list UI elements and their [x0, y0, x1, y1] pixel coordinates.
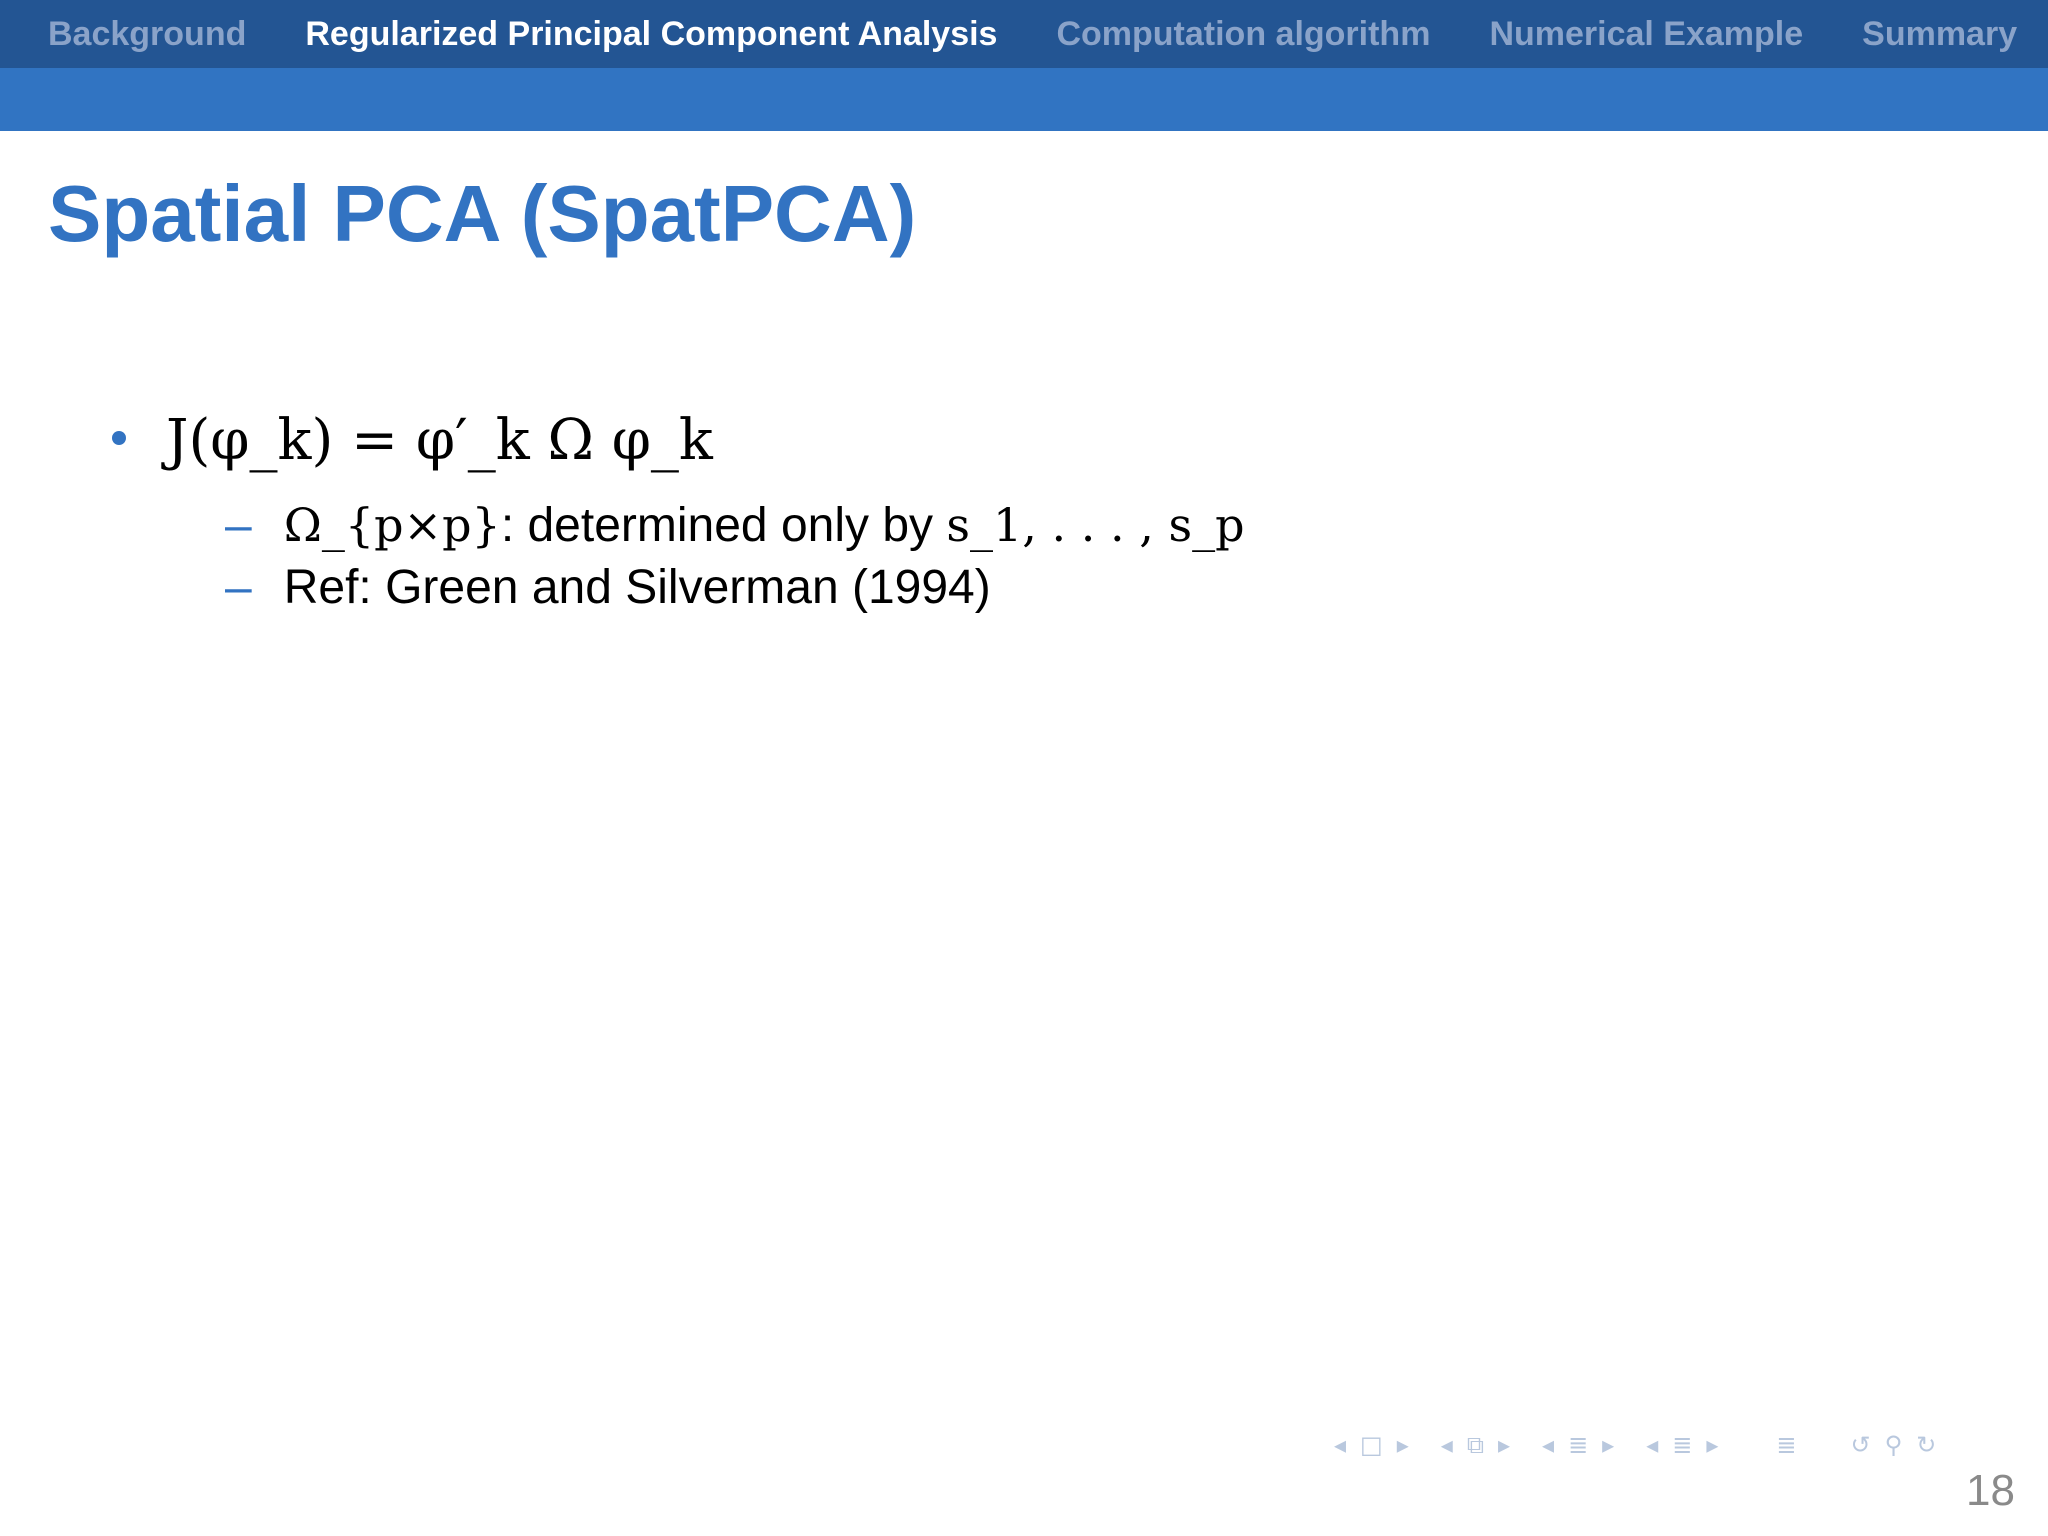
- nav-section-background[interactable]: Background: [48, 14, 247, 53]
- frame-icon[interactable]: □: [1360, 1431, 1383, 1459]
- section-icon[interactable]: ≣: [1568, 1431, 1589, 1459]
- bullet-icon: [112, 431, 126, 445]
- beamer-navigation-controls: [1334, 1430, 1950, 1460]
- slide-title: Spatial PCA (SpatPCA): [48, 169, 917, 258]
- arrow-left-icon[interactable]: ◂: [1646, 1431, 1659, 1459]
- nav-section-regularized-pca[interactable]: Regularized Principal Component Analysis: [305, 14, 998, 53]
- arrow-right-icon[interactable]: ▸: [1602, 1431, 1615, 1459]
- sub-bullet-item: [225, 560, 1245, 622]
- redo-icon[interactable]: ↻: [1916, 1431, 1937, 1459]
- bullet-item: [112, 408, 1245, 498]
- locations-sequence: s_1, . . . , s_p: [946, 498, 1245, 552]
- search-icon[interactable]: ⚲: [1884, 1431, 1903, 1459]
- subsection-bar: [0, 68, 2048, 131]
- list-icon[interactable]: ≣: [1672, 1431, 1693, 1459]
- omega-matrix-symbol: Ω_{p×p}: [283, 498, 501, 552]
- arrow-left-icon[interactable]: ◂: [1440, 1431, 1453, 1459]
- list-icon[interactable]: ≣: [1776, 1431, 1797, 1459]
- nav-section-numerical-example[interactable]: Numerical Example: [1489, 14, 1804, 53]
- arrow-left-icon[interactable]: ◂: [1542, 1431, 1555, 1459]
- nav-section-summary[interactable]: Summary: [1862, 14, 2018, 53]
- dash-icon: –: [225, 499, 252, 552]
- nav-section-computation-algorithm[interactable]: Computation algorithm: [1056, 14, 1431, 53]
- slide-content: [112, 408, 1245, 622]
- sub-bullet-item: [225, 498, 1245, 560]
- omega-description: : determined only by: [500, 499, 947, 552]
- arrow-right-icon[interactable]: ▸: [1497, 1431, 1511, 1459]
- subsection-icon[interactable]: ⧉: [1466, 1431, 1484, 1459]
- sub-bullet-list: [225, 498, 1245, 622]
- arrow-right-icon[interactable]: ▸: [1706, 1431, 1719, 1459]
- dash-icon: –: [225, 561, 252, 614]
- penalty-formula: J(φ_k) = φ′_k Ω φ_k: [166, 408, 713, 473]
- section-navigation-bar: [0, 0, 2048, 68]
- arrow-left-icon[interactable]: ◂: [1334, 1431, 1347, 1459]
- reference-text: Ref: Green and Silverman (1994): [283, 561, 991, 614]
- undo-icon[interactable]: ↺: [1850, 1431, 1871, 1459]
- page-number: 18: [1966, 1466, 2015, 1515]
- arrow-right-icon[interactable]: ▸: [1396, 1431, 1409, 1459]
